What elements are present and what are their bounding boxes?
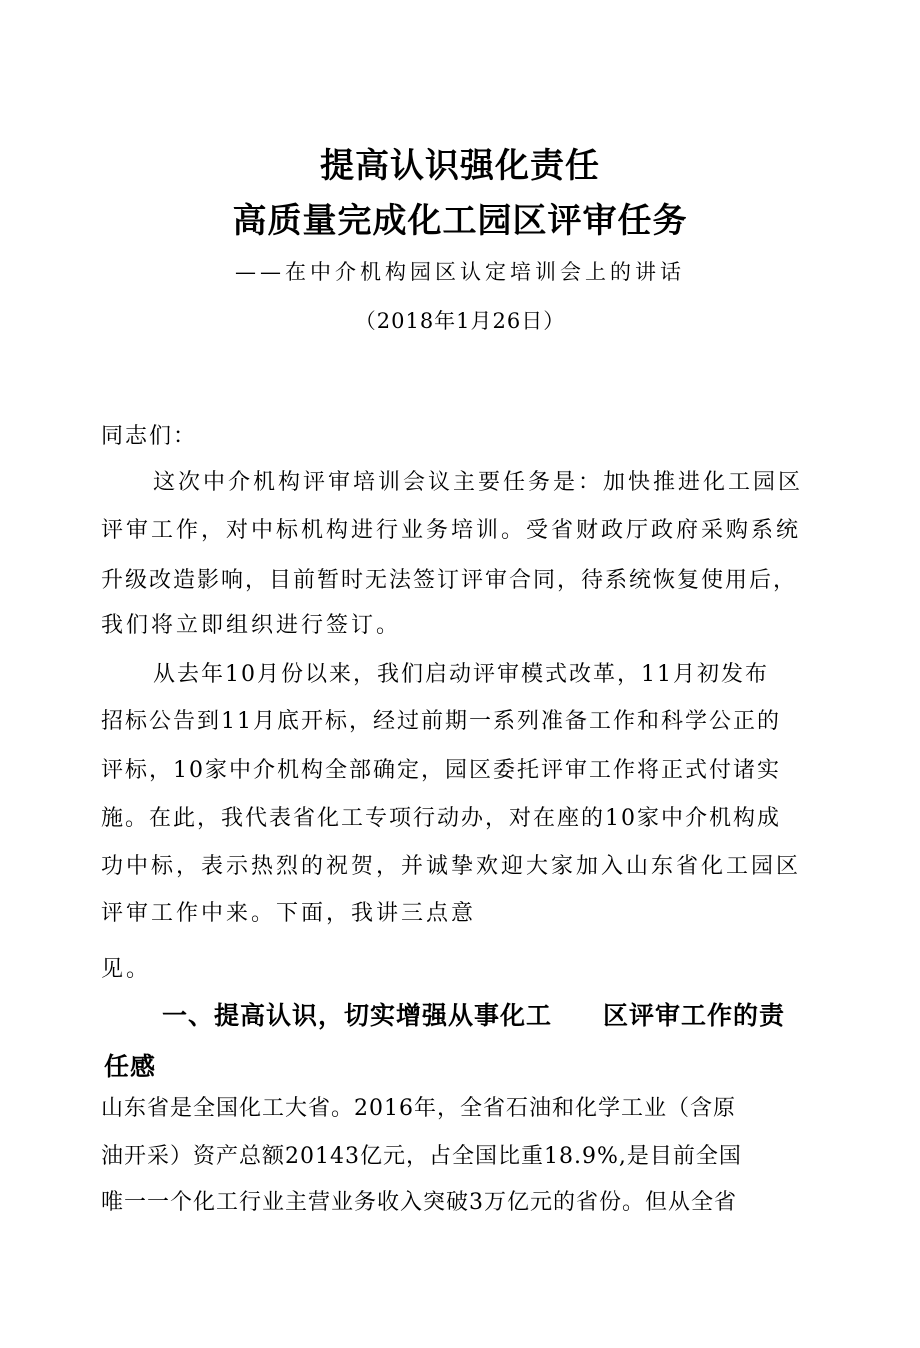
- speech-date: （2018年1月26日）: [354, 309, 566, 333]
- paragraph-line: 评审工作中来。下面，我讲三点意: [101, 901, 477, 926]
- paragraph-line: 功中标，表示热烈的祝贺，并诚挚欢迎大家加入山东省化工园区: [101, 854, 802, 879]
- paragraph-line: 招标公告到11月底开标，经过前期一系列准备工作和科学公正的: [101, 709, 781, 734]
- paragraph-line: 油开采）资产总额20143亿元，占全国比重18.9%,是目前全国: [101, 1144, 742, 1169]
- paragraph-line: 施。在此，我代表省化工专项行动办，对在座的10家中介机构成: [101, 806, 781, 831]
- paragraph-line: 评标，10家中介机构全部确定，园区委托评审工作将正式付诸实: [101, 758, 781, 783]
- paragraph-line: 见。: [101, 957, 152, 982]
- paragraph-line: 评审工作，对中标机构进行业务培训。受省财政厅政府采购系统: [101, 518, 802, 543]
- paragraph-line: 从去年10月份以来，我们启动评审模式改革，11月初发布: [153, 662, 769, 687]
- paragraph-line: 这次中介机构评审培训会议主要任务是：加快推进化工园区: [153, 470, 804, 495]
- title-line-2: 高质量完成化工园区评审任务: [232, 201, 688, 241]
- section-heading-part: 区评审工作的责: [603, 1001, 786, 1030]
- title-line-1: 提高认识强化责任: [320, 146, 600, 186]
- paragraph-line: 唯一一个化工行业主营业务收入突破3万亿元的省份。但从全省: [101, 1190, 737, 1215]
- paragraph-line: 我们将立即组织进行签订。: [101, 613, 402, 638]
- paragraph-line: 升级改造影响，目前暂时无法签订评审合同，待系统恢复使用后，: [101, 568, 798, 593]
- paragraph-line: 山东省是全国化工大省。2016年，全省石油和化学工业（含原: [101, 1096, 736, 1121]
- salutation: 同志们：: [101, 424, 198, 449]
- subtitle: ——在中介机构园区认定培训会上的讲话: [235, 260, 685, 284]
- section-heading-part: 任感: [104, 1052, 157, 1081]
- section-heading-part: 一、提高认识，切实增强从事化工: [162, 1001, 553, 1030]
